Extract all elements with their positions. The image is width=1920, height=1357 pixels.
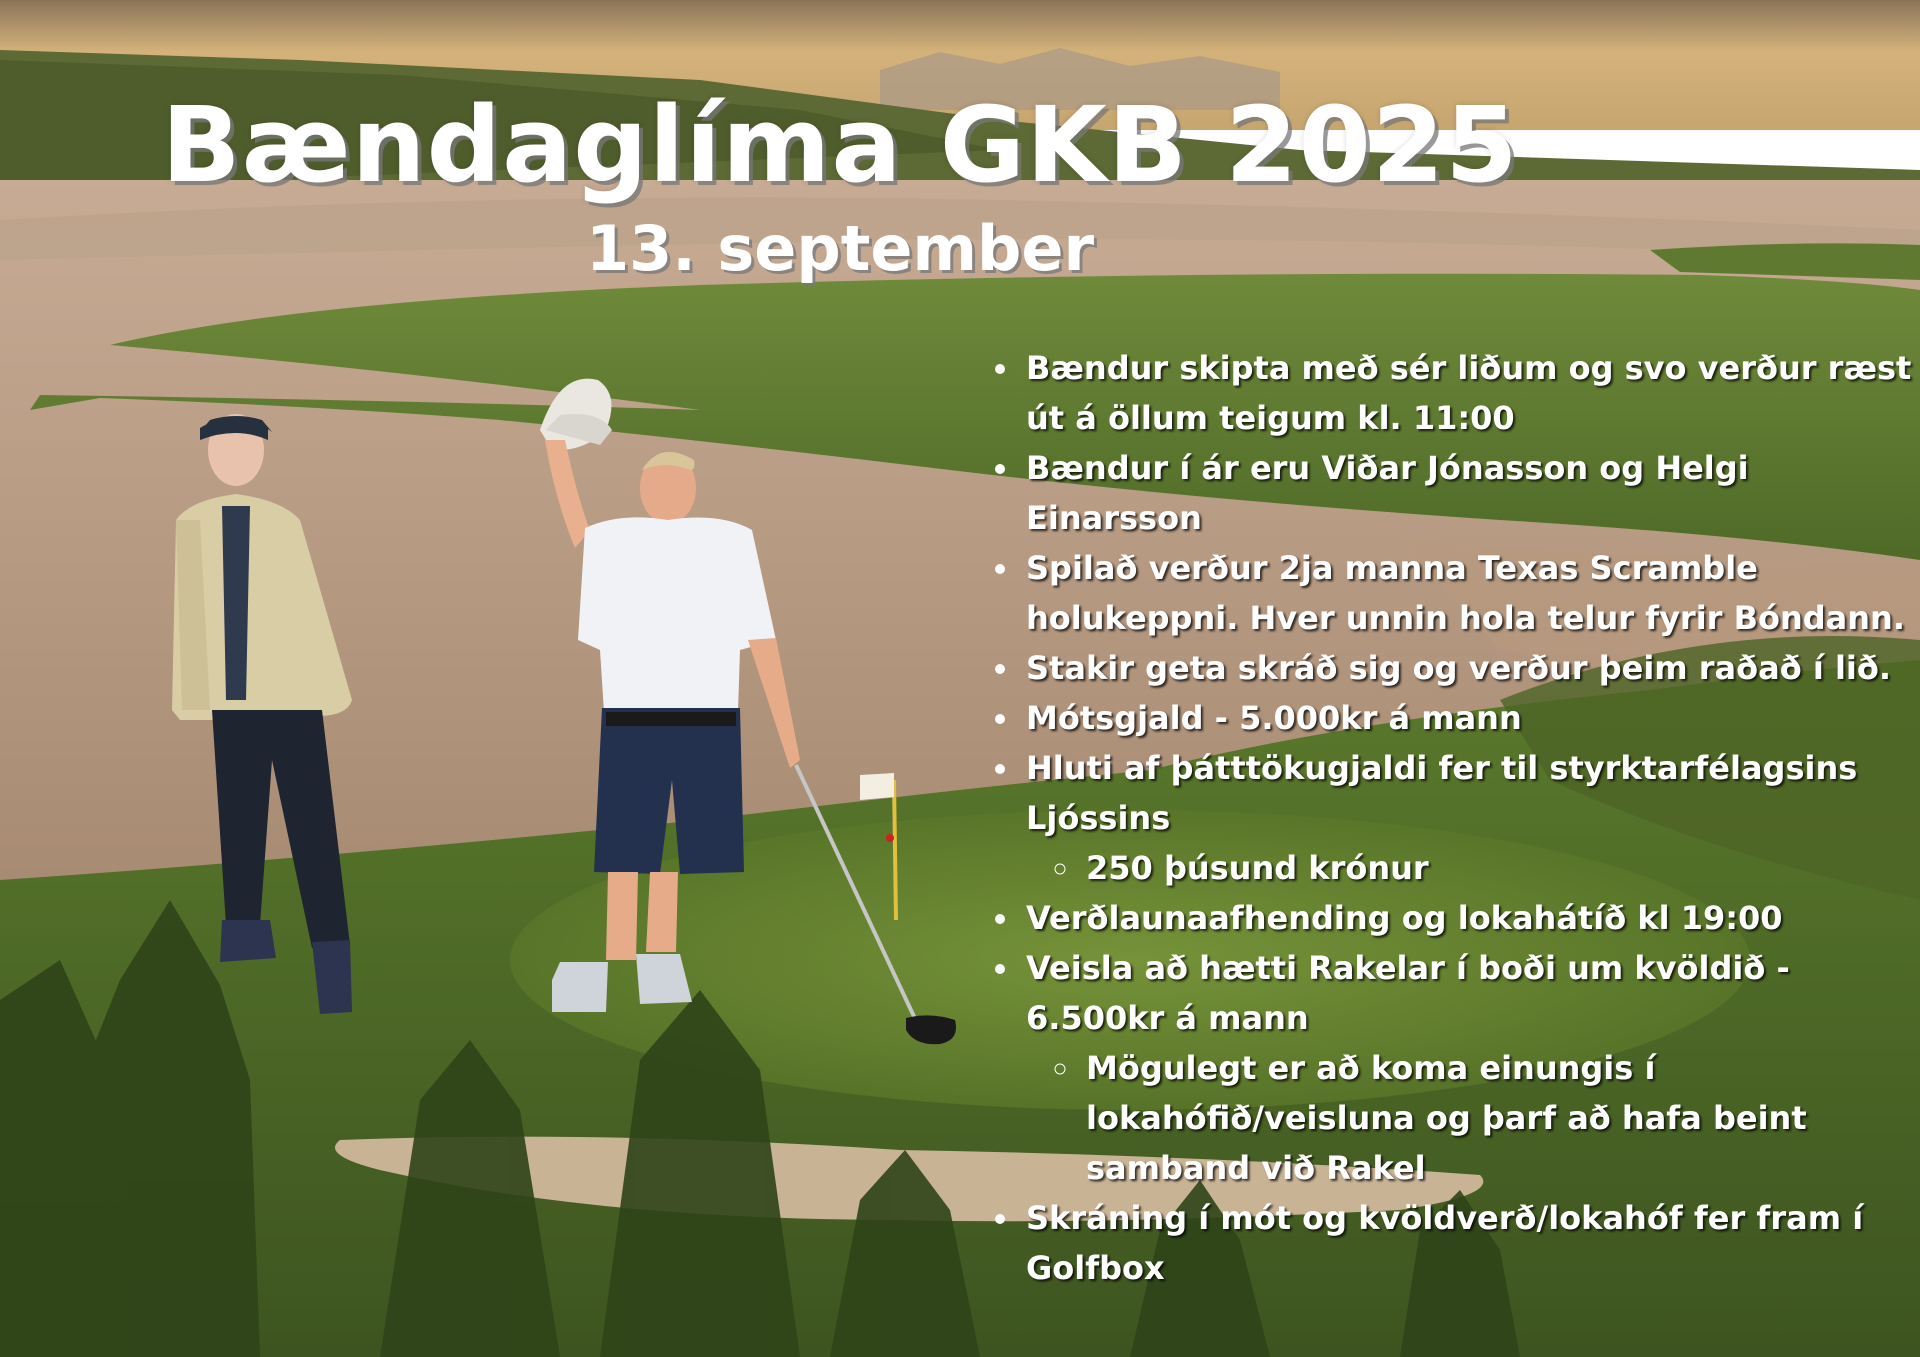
info-item-format: • Spilað verður 2ja manna Texas Scramble holukeppni. Hver unnin hola telur fyrir Bóndann.: [1022, 543, 1920, 643]
info-item-fee: • Mótsgjald - 5.000kr á mann: [1022, 693, 1920, 743]
charity-sub-list: [1026, 843, 1920, 893]
dinner-sub-list: [1026, 1043, 1920, 1193]
info-item-dinner: [1022, 943, 1920, 1193]
info-item-singles: • Stakir geta skráð sig og verður þeim raðað í lið.: [1022, 643, 1920, 693]
info-item-teams: • Bændur skipta með sér liðum og svo verður ræst út á öllum teigum kl. 11:00: [1022, 343, 1920, 443]
event-info-list: [986, 343, 1920, 1293]
info-subitem-party-only: ◦ Mögulegt er að koma einungis í lokahófið/veisluna og þarf að hafa beint samband við Rakel: [1082, 1043, 1920, 1193]
info-item-charity-text: Hluti af þátttökugjaldi fer til styrktarfélagsins Ljóssins: [1026, 749, 1858, 837]
info-item-captains: • Bændur í ár eru Viðar Jónasson og Helgi Einarsson: [1022, 443, 1920, 543]
event-date: 13. september: [585, 212, 1095, 285]
info-subitem-donation: ◦ 250 þúsund krónur: [1082, 843, 1920, 893]
title-block: [0, 84, 1920, 285]
poster-title: Bændaglíma GKB 2025: [161, 84, 1519, 206]
info-item-dinner-text: Veisla að hætti Rakelar í boði um kvöldið - 6.500kr á mann: [1026, 949, 1790, 1037]
info-item-registration: • Skráning í mót og kvöldverð/lokahóf fer fram í Golfbox: [1022, 1193, 1920, 1293]
info-item-awards: • Verðlaunaafhending og lokahátíð kl 19:00: [1022, 893, 1920, 943]
info-item-charity: [1022, 743, 1920, 893]
